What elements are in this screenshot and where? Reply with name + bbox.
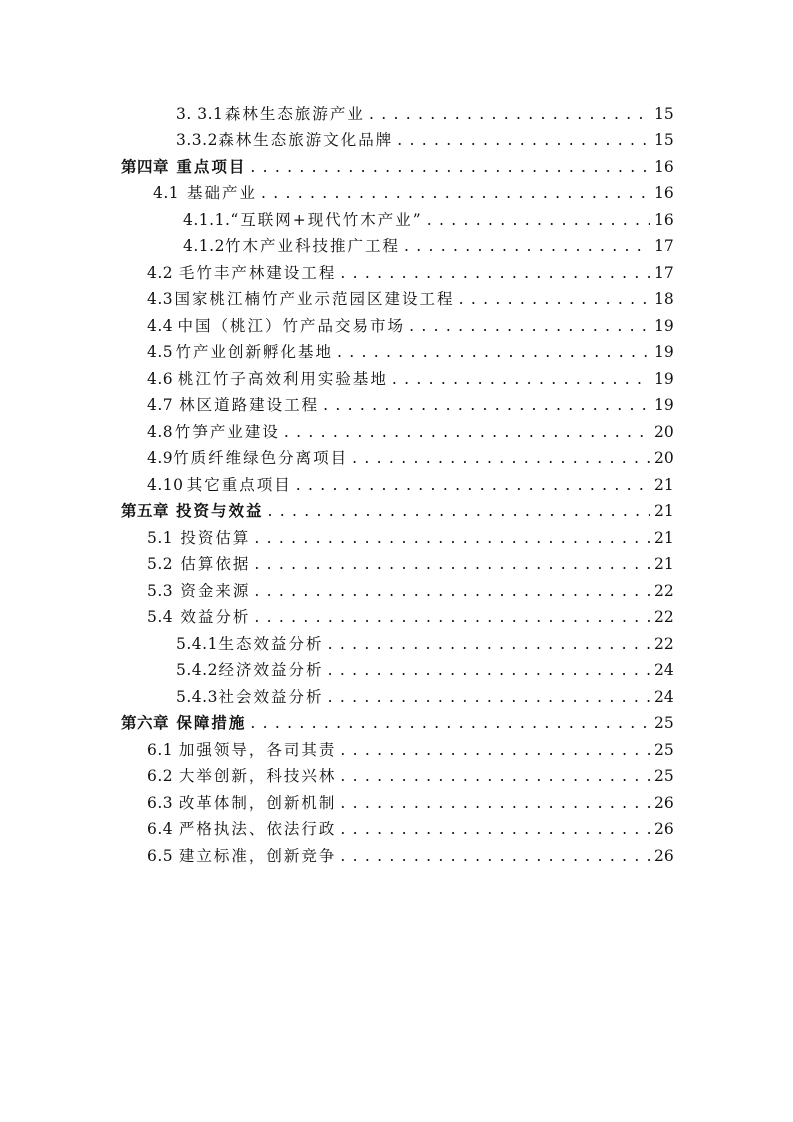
toc-entry-page: 20: [654, 449, 674, 467]
toc-entry-page: 21: [654, 528, 674, 547]
toc-entry-4-5[interactable]: [0, 336, 793, 363]
toc-entry-number: 6.2: [147, 767, 174, 785]
toc-entry-4-3[interactable]: [0, 283, 793, 310]
toc-entry-number: 6.1: [147, 740, 174, 759]
toc-entry-page: 18: [654, 290, 674, 308]
toc-chapter-title: 投资与效益: [176, 501, 264, 520]
toc-chapter-title: 重点项目: [176, 156, 247, 176]
toc-entry-page: 16: [654, 210, 674, 229]
toc-chapter-6[interactable]: [0, 707, 793, 734]
toc-entry-4-9[interactable]: [0, 442, 793, 469]
toc-entry-page: 15: [654, 131, 674, 149]
toc-entry-page: 26: [654, 820, 674, 838]
toc-entry-number: 6.4: [147, 820, 174, 838]
toc-entry-4-1-2[interactable]: [0, 230, 793, 257]
dot-leader: [409, 316, 650, 336]
toc-entry-4-6[interactable]: [0, 362, 793, 389]
toc-entry-number: 4.6: [147, 369, 174, 388]
toc-entry-title: 投资估算: [180, 528, 251, 547]
toc-chapter-5[interactable]: [0, 495, 793, 522]
toc-entry-number: 4.1.2: [183, 237, 225, 255]
toc-entry-page: 21: [654, 502, 674, 520]
toc-entry-title: 森林生态旅游产业: [224, 104, 365, 123]
toc-entry-page: 19: [654, 396, 674, 414]
dot-leader: [392, 369, 650, 389]
toc-entry-title: 生态效益分析: [218, 634, 324, 653]
toc-entry-page: 17: [654, 263, 674, 282]
toc-chapter-title: 保障措施: [176, 713, 247, 732]
toc-entry-6-5[interactable]: [0, 839, 793, 866]
dot-leader: [404, 236, 650, 256]
toc-entry-title: 林区道路建设工程: [179, 396, 320, 414]
dot-leader: [296, 475, 650, 495]
toc-entry-number: 4.3: [147, 290, 174, 308]
toc-entry-4-8[interactable]: [0, 415, 793, 442]
toc-entry-number: 5.4.2: [176, 661, 218, 679]
toc-entry-number: 5.4: [147, 608, 174, 626]
toc-entry-number: 4.1: [153, 184, 180, 202]
toc-chapter-number: 第四章: [121, 156, 170, 176]
dot-leader: [340, 740, 650, 760]
dot-leader: [328, 660, 650, 680]
toc-entry-page: 26: [654, 793, 674, 812]
toc-entry-title: 大举创新，科技兴林: [178, 767, 337, 785]
toc-chapter-number: 第六章: [121, 713, 170, 732]
toc-entry-title: 效益分析: [180, 608, 251, 626]
toc-entry-4-4[interactable]: [0, 309, 793, 336]
toc-entry-5-4-3[interactable]: [0, 680, 793, 707]
toc-entry-page: 17: [654, 237, 674, 255]
dot-leader: [268, 501, 650, 521]
toc-entry-title: 竹质纤维绿色分离项目: [173, 449, 349, 467]
toc-entry-title: 竹木产业科技推广工程: [224, 237, 400, 255]
toc-entry-title: 建立标准，创新竞争: [178, 846, 337, 865]
toc-entry-5-2[interactable]: [0, 548, 793, 575]
toc-entry-title: 毛竹丰产林建设工程: [178, 263, 337, 282]
toc-entry-title: 中国（桃江）竹产品交易市场: [177, 316, 406, 335]
toc-entry-number: 4.9: [147, 449, 174, 467]
toc-entry-page: 24: [654, 661, 674, 679]
dot-leader: [261, 183, 650, 203]
toc-entry-3-3-1[interactable]: [0, 97, 793, 124]
toc-entry-number: 5.3: [147, 581, 174, 600]
toc-entry-page: 22: [654, 608, 674, 626]
toc-entry-4-2[interactable]: [0, 256, 793, 283]
toc-entry-title: 社会效益分析: [218, 687, 324, 706]
toc-entry-number: 5.2: [147, 555, 174, 573]
toc-entry-page: 20: [654, 422, 674, 441]
toc-entry-number: 3.3.2: [176, 131, 218, 149]
toc-entry-title: 严格执法、依法行政: [178, 820, 337, 838]
dot-leader: [427, 210, 650, 230]
toc-entry-page: 22: [654, 581, 674, 600]
toc-entry-number: 4.7: [147, 396, 174, 414]
toc-entry-4-1-1[interactable]: [0, 203, 793, 230]
toc-entry-page: 25: [654, 714, 674, 732]
toc-entry-title: 资金来源: [180, 581, 251, 600]
toc-entry-5-1[interactable]: [0, 521, 793, 548]
toc-entry-page: 25: [654, 740, 674, 759]
dot-leader: [340, 793, 650, 813]
dot-leader: [328, 687, 650, 707]
dot-leader: [397, 130, 650, 150]
toc-entry-number: 4.5: [147, 343, 174, 361]
dot-leader: [328, 634, 650, 654]
toc-entry-number: 4.4: [147, 316, 174, 335]
dot-leader: [337, 342, 650, 362]
toc-entry-number: 4.2: [147, 263, 174, 282]
toc-entry-page: 21: [654, 555, 674, 573]
toc-entry-number: 6.5: [147, 846, 174, 865]
toc-entry-title: 加强领导，各司其责: [178, 740, 337, 759]
toc-chapter-4[interactable]: [0, 150, 793, 177]
toc-entry-title: 估算依据: [180, 555, 251, 573]
toc-entry-number: 6.3: [147, 793, 174, 812]
dot-leader: [352, 448, 650, 468]
dot-leader: [340, 819, 650, 839]
toc-entry-page: 19: [654, 316, 674, 335]
toc-entry-page: 21: [654, 475, 674, 494]
toc-entry-number: 4.10: [147, 475, 184, 494]
toc-entry-title: 基础产业: [186, 184, 257, 202]
dot-leader: [254, 554, 650, 574]
dot-leader: [254, 607, 650, 627]
toc-entry-title: 其它重点项目: [186, 475, 292, 494]
toc-entry-6-4[interactable]: [0, 813, 793, 840]
toc-entry-5-4-1[interactable]: [0, 627, 793, 654]
toc-entry-4-1[interactable]: [0, 177, 793, 204]
toc-entry-page: 22: [654, 634, 674, 653]
dot-leader: [459, 289, 650, 309]
toc-entry-title: 桃江竹子高效利用实验基地: [177, 369, 388, 388]
toc-chapter-number: 第五章: [121, 501, 170, 520]
toc-entry-page: 15: [654, 104, 674, 123]
dot-leader: [340, 846, 650, 866]
toc-entry-number: 4.1.1.: [183, 210, 231, 229]
toc-entry-number: 5.4.3: [176, 687, 218, 706]
toc-entry-4-10[interactable]: [0, 468, 793, 495]
toc-entry-page: 26: [654, 846, 674, 865]
toc-entry-page: 19: [654, 343, 674, 361]
toc-entry-title: 竹笋产业建设: [174, 422, 280, 441]
toc-entry-number: 3. 3.1: [176, 104, 224, 123]
dot-leader: [340, 766, 650, 786]
toc-entry-page: 16: [654, 184, 674, 202]
toc-entry-title: 森林生态旅游文化品牌: [218, 131, 394, 149]
table-of-contents: [0, 97, 793, 866]
dot-leader: [369, 104, 650, 124]
dot-leader: [254, 528, 650, 548]
toc-entry-page: 24: [654, 687, 674, 706]
dot-leader: [254, 581, 650, 601]
toc-entry-5-4-2[interactable]: [0, 654, 793, 681]
toc-entry-page: 25: [654, 767, 674, 785]
toc-entry-title: 竹产业创新孵化基地: [175, 343, 333, 361]
toc-entry-6-2[interactable]: [0, 760, 793, 787]
toc-entry-page: 16: [654, 157, 674, 176]
toc-entry-6-1[interactable]: [0, 733, 793, 760]
toc-entry-title: 国家桃江楠竹产业示范园区建设工程: [174, 290, 455, 308]
dot-leader: [340, 263, 650, 283]
toc-entry-5-3[interactable]: [0, 574, 793, 601]
toc-entry-title: “互联网+现代竹木产业”: [230, 210, 423, 229]
toc-entry-number: 4.8: [147, 422, 174, 441]
toc-entry-3-3-2[interactable]: [0, 124, 793, 151]
dot-leader: [323, 395, 650, 415]
toc-entry-number: 5.4.1: [176, 634, 218, 653]
toc-entry-number: 5.1: [147, 528, 174, 547]
toc-entry-title: 经济效益分析: [218, 661, 324, 679]
dot-leader: [284, 422, 650, 442]
dot-leader: [250, 157, 650, 177]
toc-entry-6-3[interactable]: [0, 786, 793, 813]
toc-entry-title: 改革体制，创新机制: [178, 793, 337, 812]
toc-entry-5-4[interactable]: [0, 601, 793, 628]
toc-entry-page: 19: [654, 369, 674, 388]
dot-leader: [250, 713, 650, 733]
toc-entry-4-7[interactable]: [0, 389, 793, 416]
